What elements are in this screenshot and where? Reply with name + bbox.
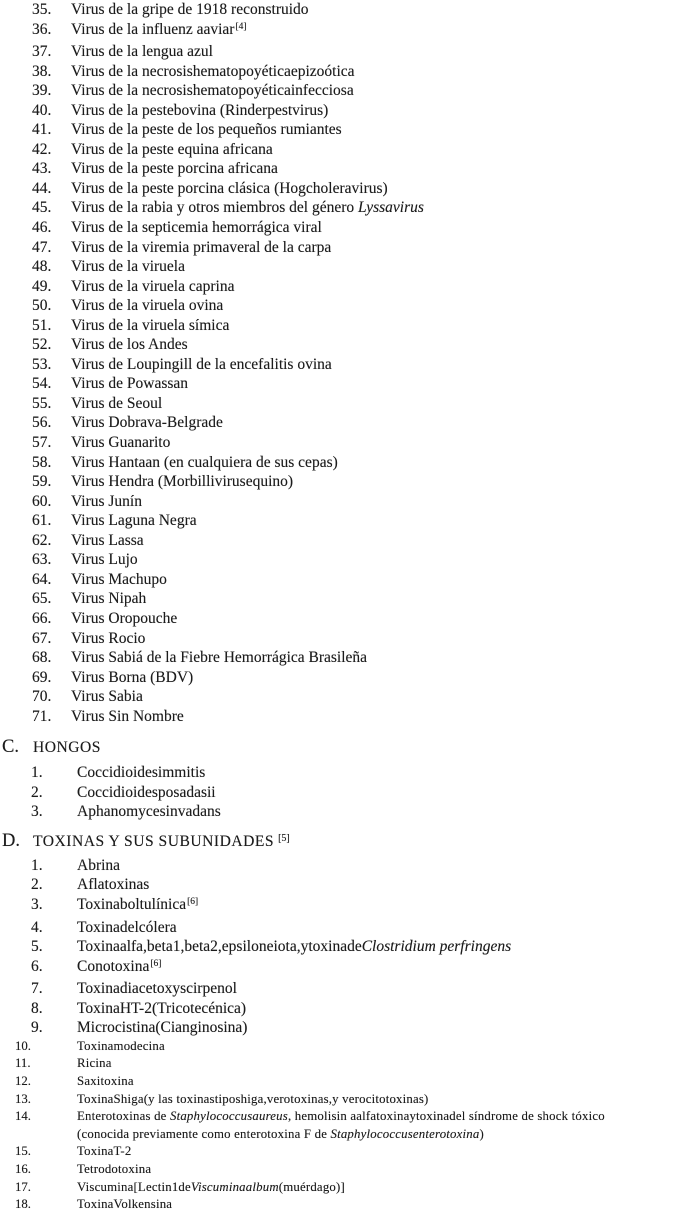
item-number: 46. <box>32 219 52 237</box>
list-item <box>0 895 700 918</box>
list-item <box>0 355 700 375</box>
text-segment: Virus Laguna Negra <box>71 512 197 530</box>
text-segment: Virus de los Andes <box>71 336 188 354</box>
list-item <box>0 394 700 414</box>
item-number: 17. <box>15 1179 31 1194</box>
item-text <box>77 763 700 783</box>
item-number: 50. <box>32 297 52 315</box>
item-text <box>71 120 700 140</box>
item-number: 47. <box>32 238 52 256</box>
item-number: 52. <box>32 336 52 354</box>
item-text <box>71 609 700 629</box>
item-text <box>77 875 700 895</box>
text-segment: Virus Lujo <box>71 551 138 569</box>
item-text <box>71 42 700 62</box>
text-segment: Virus Rocio <box>71 629 146 647</box>
item-text <box>77 895 700 918</box>
list-item <box>0 1179 700 1197</box>
list-item <box>0 198 700 218</box>
list-item <box>0 316 700 336</box>
item-number: 49. <box>32 277 52 295</box>
item-text <box>71 316 700 336</box>
item-text <box>71 257 700 277</box>
item-text <box>77 1091 700 1109</box>
list-item <box>0 1038 700 1056</box>
item-number: 45. <box>32 199 52 217</box>
item-number: 7. <box>31 980 43 998</box>
item-text <box>77 1038 700 1056</box>
item-text <box>77 918 700 938</box>
item-number: 18. <box>15 1197 31 1212</box>
list-item <box>0 979 700 999</box>
section-letter: C. <box>2 737 19 758</box>
text-segment: Virus Nipah <box>71 590 147 608</box>
text-segment: Virus de la peste porcina africana <box>71 160 278 178</box>
list-item <box>0 783 700 803</box>
text-segment: Coccidioidesposadasii <box>77 783 216 801</box>
text-segment: Virus Oropouche <box>71 609 178 627</box>
list-item <box>0 238 700 258</box>
list-item <box>0 492 700 512</box>
text-segment: Virus Lassa <box>71 531 144 549</box>
item-number: 6. <box>31 957 43 975</box>
item-text <box>71 374 700 394</box>
text-segment: Toxinadelcólera <box>77 918 177 936</box>
item-number: 55. <box>32 394 52 412</box>
list-item <box>0 179 700 199</box>
list-item <box>0 550 700 570</box>
item-text <box>77 1108 700 1143</box>
list-item <box>0 802 700 822</box>
item-text <box>71 707 700 727</box>
list-item <box>0 1108 700 1143</box>
text-segment: Virus de Powassan <box>71 375 189 393</box>
item-text <box>71 277 700 297</box>
item-number: 63. <box>32 551 52 569</box>
item-number: 12. <box>15 1073 31 1088</box>
text-segment: Toxinaalfa,beta1,beta2,epsiloneiota,ytoxinade <box>77 938 362 956</box>
list-item <box>0 120 700 140</box>
list-item <box>0 62 700 82</box>
text-segment: Virus Borna (BDV) <box>71 668 194 686</box>
item-number: 40. <box>32 101 52 119</box>
item-number: 61. <box>32 512 52 530</box>
text-segment: Toxinamodecina <box>77 1038 165 1053</box>
list-item <box>0 687 700 707</box>
item-text <box>71 62 700 82</box>
section-title: TOXINAS Y SUS SUBUNIDADES <box>33 832 275 850</box>
item-text <box>71 629 700 649</box>
item-number: 67. <box>32 629 52 647</box>
item-text <box>71 198 700 218</box>
text-segment: Virus Hendra (Morbillivirusequino) <box>71 473 294 491</box>
text-segment: Virus Guanarito <box>71 434 171 452</box>
item-number: 70. <box>32 688 52 706</box>
footnote-reference: [4] <box>235 22 247 33</box>
list-item <box>0 570 700 590</box>
item-number: 64. <box>32 570 52 588</box>
item-text <box>77 802 700 822</box>
species-name-italic: Staphylococcusaureus <box>169 1109 288 1124</box>
list-item <box>0 20 700 43</box>
footnote-reference: [5] <box>278 832 290 844</box>
item-number: 37. <box>32 43 52 61</box>
item-text <box>71 668 700 688</box>
section-items <box>0 856 700 1214</box>
item-number: 51. <box>32 316 52 334</box>
item-number: 58. <box>32 453 52 471</box>
list-item <box>0 1055 700 1073</box>
list-item <box>0 257 700 277</box>
item-number: 43. <box>32 160 52 178</box>
list-item <box>0 453 700 473</box>
item-number: 1. <box>31 856 43 874</box>
text-segment: Virus de la necrosishematopoyéticainfecciosa <box>71 82 354 100</box>
list-item <box>0 1161 700 1179</box>
item-text <box>71 81 700 101</box>
item-number: 39. <box>32 82 52 100</box>
list-item <box>0 589 700 609</box>
list-item <box>0 668 700 688</box>
text-segment: Tetrodotoxina <box>77 1161 152 1176</box>
list-item <box>0 648 700 668</box>
item-text <box>77 937 700 957</box>
item-text <box>71 648 700 668</box>
item-text <box>71 550 700 570</box>
item-number: 8. <box>31 999 43 1017</box>
list-item <box>0 374 700 394</box>
text-segment: Aphanomycesinvadans <box>77 803 221 821</box>
text-segment: Virus de la pestebovina (Rinderpestvirus) <box>71 101 329 119</box>
item-number: 38. <box>32 62 52 80</box>
item-text <box>77 957 700 980</box>
item-text <box>71 589 700 609</box>
item-number: 57. <box>32 434 52 452</box>
item-text <box>77 1196 700 1214</box>
item-text <box>71 511 700 531</box>
text-segment: Virus de la viruela ovina <box>71 297 224 315</box>
text-segment: Virus de la viruela <box>71 258 185 276</box>
list-item <box>0 140 700 160</box>
item-text <box>71 394 700 414</box>
list-item <box>0 413 700 433</box>
list-item <box>0 875 700 895</box>
item-number: 71. <box>32 707 52 725</box>
item-number: 36. <box>32 20 52 38</box>
list-item <box>0 335 700 355</box>
text-segment: Aflatoxinas <box>77 876 150 894</box>
list-item <box>0 1073 700 1091</box>
text-segment: Virus de la necrosishematopoyéticaepizoótica <box>71 62 355 80</box>
item-text <box>71 218 700 238</box>
item-number: 9. <box>31 1019 43 1037</box>
item-text <box>77 979 700 999</box>
list-item <box>0 433 700 453</box>
list-item <box>0 472 700 492</box>
item-number: 4. <box>31 918 43 936</box>
list-item <box>0 1143 700 1161</box>
item-text <box>77 999 700 1019</box>
list-item <box>0 629 700 649</box>
item-number: 68. <box>32 649 52 667</box>
text-segment: Virus de la viruela caprina <box>71 277 235 295</box>
text-segment: , hemolisin aalfatoxinaytoxinadel síndrome de shock tóxico <box>287 1109 605 1124</box>
text-segment: Virus de Seoul <box>71 394 163 412</box>
item-number: 14. <box>15 1109 31 1124</box>
list-item <box>0 277 700 297</box>
item-text <box>71 687 700 707</box>
text-segment: Virus de la peste porcina clásica (Hogcholeravirus) <box>71 179 388 197</box>
item-number: 59. <box>32 473 52 491</box>
item-number: 35. <box>32 1 52 18</box>
list-item <box>0 296 700 316</box>
list-item <box>0 0 700 20</box>
item-text <box>77 1143 700 1161</box>
text-segment: Virus de Loupingill de la encefalitis ovina <box>71 355 332 373</box>
list-item <box>0 999 700 1019</box>
item-text <box>77 1179 700 1197</box>
section-items <box>0 763 700 822</box>
text-segment: Virus Hantaan (en cualquiera de sus cepas) <box>71 453 338 471</box>
item-text <box>71 355 700 375</box>
section-title: HONGOS <box>33 739 101 757</box>
text-segment: Virus de la viremia primaveral de la carpa <box>71 238 332 256</box>
item-text <box>77 1161 700 1179</box>
item-text <box>71 296 700 316</box>
species-name-italic: Clostridium perfringens <box>361 938 512 956</box>
text-segment: ToxinaT-2 <box>77 1144 132 1159</box>
text-segment: Saxitoxina <box>77 1073 134 1088</box>
item-text <box>71 453 700 473</box>
list-item <box>0 531 700 551</box>
item-text <box>71 335 700 355</box>
list-item <box>0 1196 700 1214</box>
item-text <box>71 20 700 43</box>
text-segment: Virus de la lengua azul <box>71 43 213 61</box>
item-number: 16. <box>15 1161 31 1176</box>
text-segment: Virus Junín <box>71 492 142 510</box>
item-number: 2. <box>31 876 43 894</box>
text-segment: Virus de la influenz aaviar <box>71 20 235 38</box>
text-segment: Virus de la gripe de 1918 reconstruido <box>71 1 309 18</box>
list-item <box>0 1018 700 1038</box>
list-item <box>0 42 700 62</box>
item-number: 15. <box>15 1144 31 1159</box>
item-number: 62. <box>32 531 52 549</box>
item-number: 48. <box>32 258 52 276</box>
text-segment: Toxinaboltulínica <box>77 895 187 913</box>
item-number: 2. <box>31 783 43 801</box>
text-segment: Virus de la septicemia hemorrágica viral <box>71 219 322 237</box>
text-segment: ) <box>479 1126 484 1141</box>
text-segment: Virus Sabia <box>71 688 143 706</box>
text-segment: (muérdago)] <box>278 1179 345 1194</box>
text-segment: Virus Sabiá de la Fiebre Hemorrágica Brasileña <box>71 649 368 667</box>
item-number: 60. <box>32 492 52 510</box>
item-number: 5. <box>31 938 43 956</box>
item-text <box>77 1018 700 1038</box>
text-segment: Virus de la peste de los pequeños rumiantes <box>71 121 342 139</box>
list-item <box>0 159 700 179</box>
text-segment: (conocida previamente como enterotoxina F de <box>77 1126 331 1141</box>
list-item <box>0 218 700 238</box>
text-segment: Ricina <box>77 1056 112 1071</box>
text-segment: ToxinaHT-2(Tricotecénica) <box>77 999 247 1017</box>
item-number: 69. <box>32 668 52 686</box>
item-number: 42. <box>32 140 52 158</box>
section-header <box>0 832 700 853</box>
text-segment: Virus de la viruela símica <box>71 316 230 334</box>
text-segment: Virus Sin Nombre <box>71 707 184 725</box>
section-header <box>0 738 700 757</box>
text-segment: ToxinaVolkensina <box>77 1197 173 1212</box>
list-item <box>0 707 700 727</box>
item-text <box>71 433 700 453</box>
item-text <box>71 492 700 512</box>
species-name-italic: Lyssavirus <box>358 199 424 217</box>
species-name-italic: Staphylococcusenterotoxina <box>330 1126 480 1141</box>
item-text <box>71 101 700 121</box>
text-segment: Virus de la peste equina africana <box>71 140 273 158</box>
item-text <box>71 570 700 590</box>
list-item <box>0 1091 700 1109</box>
item-number: 3. <box>31 803 43 821</box>
list-item <box>0 101 700 121</box>
text-segment: Viscumina[Lectin1de <box>77 1179 191 1194</box>
item-text <box>71 472 700 492</box>
item-number: 11. <box>15 1056 31 1071</box>
item-number: 1. <box>31 764 43 782</box>
list-item <box>0 609 700 629</box>
item-number: 56. <box>32 414 52 432</box>
item-text <box>71 238 700 258</box>
item-text <box>71 0 700 20</box>
text-segment: ToxinaShiga(y las toxinastiposhiga,verotoxinas,y verocitotoxinas) <box>77 1091 429 1106</box>
list-item <box>0 763 700 783</box>
item-number: 44. <box>32 179 52 197</box>
item-number: 65. <box>32 590 52 608</box>
species-name-italic: Viscuminaalbum <box>190 1179 279 1194</box>
text-segment: Conotoxina <box>77 957 150 975</box>
footnote-reference: [6] <box>150 959 162 970</box>
section-letter: D. <box>2 830 20 851</box>
item-text <box>77 856 700 876</box>
item-text <box>71 159 700 179</box>
text-segment: Coccidioidesimmitis <box>77 764 206 782</box>
item-number: 10. <box>15 1038 31 1053</box>
item-text <box>71 179 700 199</box>
text-segment: Virus Dobrava-Belgrade <box>71 414 223 432</box>
list-item <box>0 511 700 531</box>
text-segment: Virus de la rabia y otros miembros del género <box>71 199 359 217</box>
list-item <box>0 81 700 101</box>
lettered-sections <box>0 738 700 1214</box>
list-item <box>0 957 700 980</box>
item-text <box>71 531 700 551</box>
item-number: 13. <box>15 1091 31 1106</box>
item-number: 53. <box>32 355 52 373</box>
text-segment: Abrina <box>77 856 121 874</box>
item-text <box>71 140 700 160</box>
item-text <box>71 413 700 433</box>
text-segment: Enterotoxinas de <box>77 1109 170 1124</box>
item-number: 54. <box>32 375 52 393</box>
text-segment: Virus Machupo <box>71 570 167 588</box>
text-segment: Microcistina(Cianginosina) <box>77 1019 248 1037</box>
item-text <box>77 1055 700 1073</box>
item-text <box>77 1073 700 1091</box>
item-number: 66. <box>32 609 52 627</box>
list-item <box>0 937 700 957</box>
item-text <box>77 783 700 803</box>
item-number: 3. <box>31 895 43 913</box>
footnote-reference: [6] <box>187 897 199 908</box>
item-number: 41. <box>32 121 52 139</box>
list-item <box>0 918 700 938</box>
list-item <box>0 856 700 876</box>
text-segment: Toxinadiacetoxyscirpenol <box>77 980 237 998</box>
